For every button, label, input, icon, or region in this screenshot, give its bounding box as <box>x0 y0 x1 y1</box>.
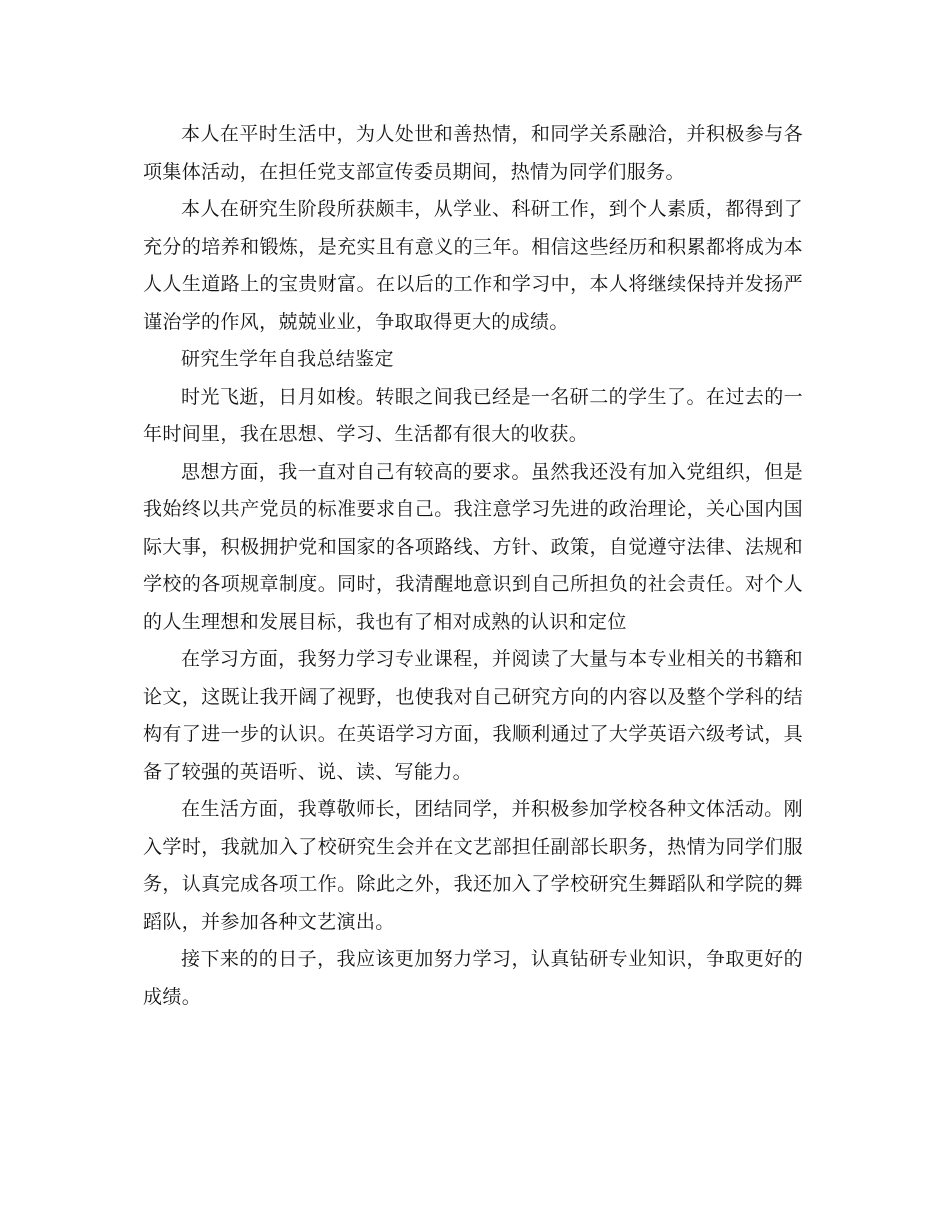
section-heading: 研究生学年自我总结鉴定 <box>181 348 394 370</box>
paragraph-5: 在学习方面，我努力学习专业课程，并阅读了大量与本专业相关的书籍和论文，这既让我开阔了视野，也使我对自己研究方向的内容以及整个学科的结构有了进一步的认识。在英语学习方面，我顺利通过了大学英语六级考试，具备了较强的英语听、说、读、写能力。 <box>143 648 803 783</box>
paragraph-1: 本人在平时生活中，为人处世和善热情，和同学关系融洽，并积极参与各项集体活动，在担任党支部宣传委员期间，热情为同学们服务。 <box>143 123 803 183</box>
document-body <box>143 116 803 1016</box>
paragraph-2: 本人在研究生阶段所获颇丰，从学业、科研工作，到个人素质，都得到了充分的培养和锻炼，是充实且有意义的三年。相信这些经历和积累都将成为本人人生道路上的宝贵财富。在以后的工作和学习中，本人将继续保持并发扬严谨治学的作风，兢兢业业，争取取得更大的成绩。 <box>143 198 803 333</box>
paragraph-6: 在生活方面，我尊敬师长，团结同学，并积极参加学校各种文体活动。刚入学时，我就加入了校研究生会并在文艺部担任副部长职务，热情为同学们服务，认真完成各项工作。除此之外，我还加入了学校研究生舞蹈队和学院的舞蹈队，并参加各种文艺演出。 <box>143 798 803 933</box>
paragraph-7: 接下来的的日子，我应该更加努力学习，认真钻研专业知识，争取更好的成绩。 <box>143 948 803 1008</box>
paragraph-3: 时光飞逝，日月如梭。转眼之间我已经是一名研二的学生了。在过去的一年时间里，我在思想、学习、生活都有很大的收获。 <box>143 385 803 445</box>
paragraph-4: 思想方面，我一直对自己有较高的要求。虽然我还没有加入党组织，但是我始终以共产党员的标准要求自己。我注意学习先进的政治理论，关心国内国际大事，积极拥护党和国家的各项路线、方针、政策，自觉遵守法律、法规和学校的各项规章制度。同时，我清醒地意识到自己所担负的社会责任。对个人的人生理想和发展目标，我也有了相对成熟的认识和定位 <box>143 460 803 633</box>
